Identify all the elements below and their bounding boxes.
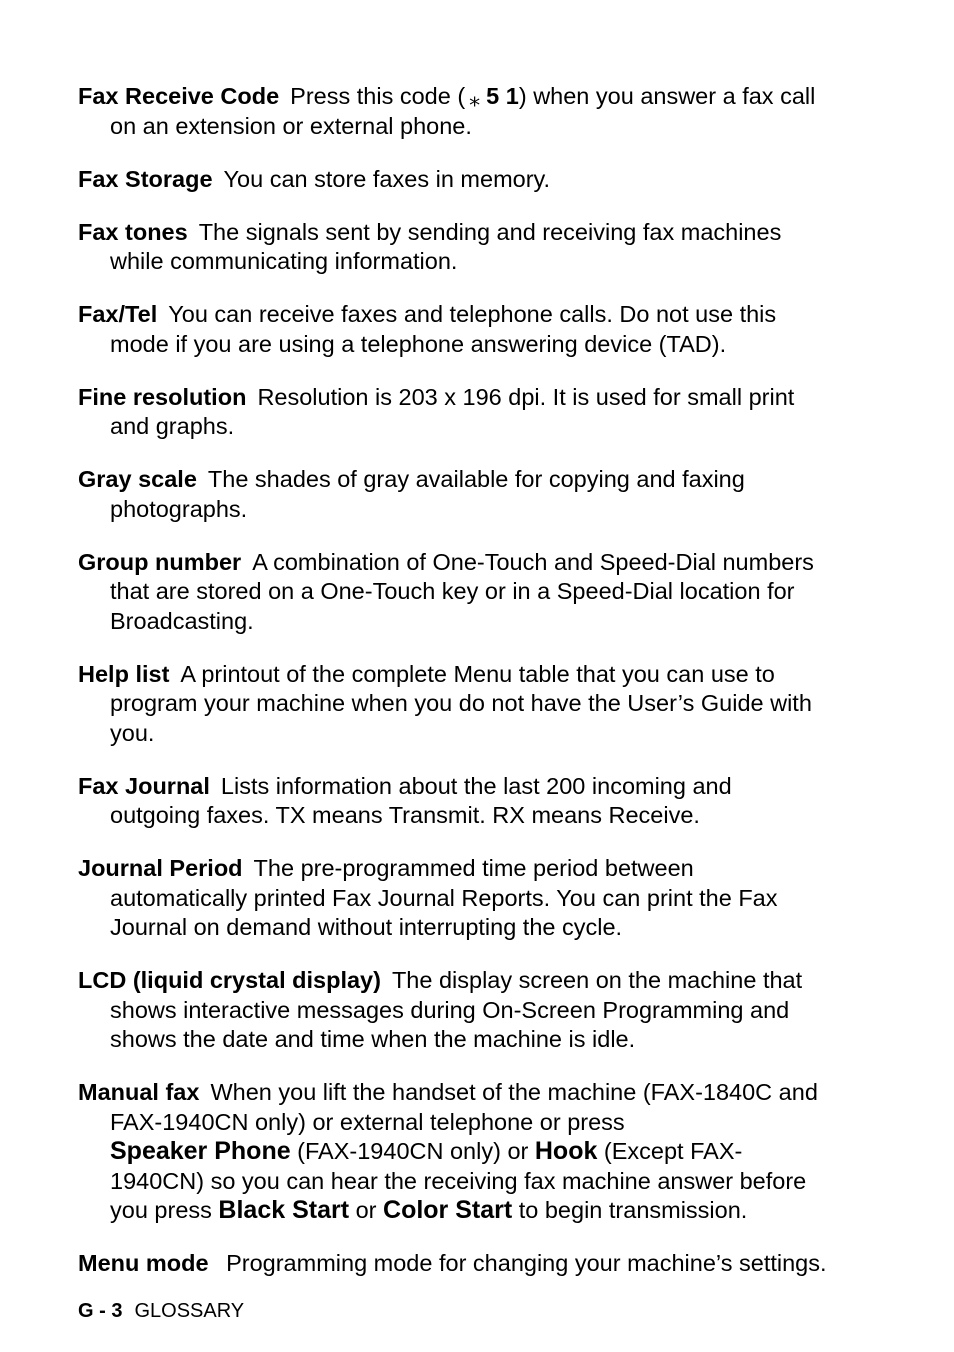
definition-part: When you lift the handset of the machine (FAX-1840C and FAX-1940CN only) or external telephone or press	[110, 1079, 818, 1135]
definition: A printout of the complete Menu table that you can use to program your machine when you do not have the User’s Guide with you.	[110, 660, 812, 746]
definition: You can store faxes in memory.	[223, 165, 551, 192]
glossary-entry-fax-journal	[78, 772, 828, 831]
term: Journal Period	[78, 855, 243, 881]
term: Menu mode	[78, 1250, 209, 1276]
glossary-entry-fax-receive-code	[78, 82, 828, 141]
definition: A combination of One-Touch and Speed-Dial numbers that are stored on a One-Touch key or in a Speed-Dial location for Broadcasting.	[110, 548, 814, 634]
glossary-entry-fax-storage	[78, 165, 828, 195]
glossary-content	[78, 82, 828, 1290]
key-name-hook: Hook	[534, 1137, 598, 1165]
term: Fax Receive Code	[78, 83, 280, 109]
definition: You can receive faxes and telephone calls. Do not use this mode if you are using a telephone answering device (TAD).	[110, 301, 777, 357]
definition: Resolution is 203 x 196 dpi. It is used for small print and graphs.	[110, 383, 795, 439]
star-icon: ⁎	[469, 86, 481, 111]
glossary-entry-group-number	[78, 548, 828, 637]
glossary-entry-manual-fax	[78, 1078, 828, 1226]
glossary-entry-help-list	[78, 660, 828, 749]
term: Gray scale	[78, 466, 197, 492]
definition-part: to begin transmission.	[518, 1197, 748, 1223]
definition: Lists information about the last 200 incoming and outgoing faxes. TX means Transmit. RX means Receive.	[110, 772, 732, 828]
term: Fax tones	[78, 218, 188, 245]
glossary-entry-fax-tones	[78, 218, 828, 277]
definition-part: (FAX-1940CN only) or	[297, 1138, 529, 1164]
definition: The signals sent by sending and receiving fax machines while communicating information.	[110, 218, 782, 274]
key-name-color-start: Color Start	[383, 1196, 513, 1224]
definition: The shades of gray available for copying and faxing photographs.	[110, 466, 745, 522]
section-name: GLOSSARY	[134, 1300, 245, 1322]
glossary-entry-gray-scale	[78, 465, 828, 524]
definition: The display screen on the machine that shows interactive messages during On-Screen Programming and shows the date and time when the machine is idle.	[110, 967, 803, 1052]
glossary-entry-journal-period	[78, 854, 828, 943]
term: Help list	[78, 660, 170, 687]
term: Fine resolution	[78, 383, 247, 410]
page-footer	[78, 1300, 244, 1323]
term: Manual fax	[78, 1079, 200, 1105]
key-name-black-start: Black Start	[218, 1196, 350, 1224]
definition-part: or	[355, 1197, 377, 1223]
term: Group number	[78, 548, 242, 575]
glossary-entry-fine-resolution	[78, 383, 828, 442]
definition-part: (Except FAX-1940CN) so you can hear the receiving fax machine answer before you press	[110, 1138, 807, 1223]
definition-part: ) when you answer a fax call on an extension or external phone.	[110, 83, 816, 139]
definition-part: Press this code (	[290, 83, 466, 109]
glossary-entry-menu-mode	[78, 1249, 828, 1279]
code-digits: 5 1	[486, 83, 519, 109]
page-number: G - 3	[78, 1300, 123, 1322]
definition: Programming mode for changing your machine’s settings.	[219, 1250, 827, 1276]
glossary-entry-lcd	[78, 966, 828, 1055]
term: Fax/Tel	[78, 301, 158, 327]
term: Fax Storage	[78, 165, 213, 192]
definition: The pre-programmed time period between automatically printed Fax Journal Reports. You can print the Fax Journal on demand without interrupting the cycle.	[110, 855, 778, 940]
term: Fax Journal	[78, 772, 210, 799]
key-name-speaker-phone: Speaker Phone	[110, 1137, 291, 1165]
term: LCD (liquid crystal display)	[78, 967, 381, 993]
glossary-entry-fax-tel	[78, 300, 828, 359]
